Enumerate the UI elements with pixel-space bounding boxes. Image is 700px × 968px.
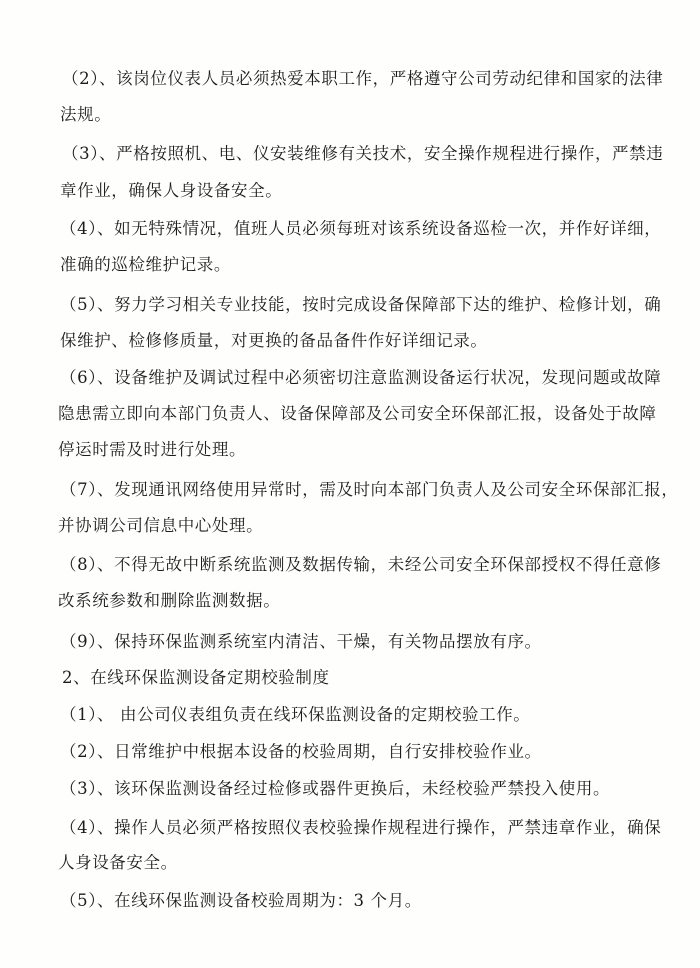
item-7-line-1: （7）、发现通讯网络使用异常时，需及时向本部门负责人及公司安全环保部汇报，: [60, 480, 679, 499]
item-8-line-2: 改系统参数和删除监测数据。: [58, 591, 281, 610]
item-4-line-2: 准确的巡检维护记录。: [60, 255, 231, 274]
s2-item-4-line-2: 人身设备安全。: [58, 853, 178, 872]
item-4-line-1: （4）、如无特殊情况，值班人员必须每班对该系统设备巡检一次，并作好详细，: [60, 219, 662, 238]
item-6-line-3: 停运时需及时进行处理。: [58, 440, 247, 459]
s2-item-3-line-1: （3）、该环保监测设备经过检修或器件更换后，未经校验严禁投入使用。: [60, 779, 611, 798]
item-8-line-1: （8）、不得无故中断系统监测及数据传输，未经公司安全环保部授权不得任意修: [60, 555, 662, 574]
s2-item-2-line-1: （2）、日常维护中根据本设备的校验周期，自行安排校验作业。: [60, 742, 542, 761]
item-7-line-2: 并协调公司信息中心处理。: [58, 516, 264, 535]
section-2-heading: 2、在线环保监测设备定期校验制度: [62, 668, 330, 687]
item-9-line-1: （9）、保持环保监测系统室内清洁、干燥，有关物品摆放有序。: [60, 632, 542, 651]
item-6-line-2: 隐患需立即向本部门负责人、设备保障部及公司安全环保部汇报，设备处于故障: [58, 404, 657, 423]
item-2-line-1: （2）、该岗位仪表人员必须热爱本职工作，严格遵守公司劳动纪律和国家的法律: [62, 69, 664, 88]
item-5-line-2: 保维护、检修修质量，对更换的备品备件作好详细记录。: [60, 331, 488, 350]
s2-item-1-line-1: （1）、 由公司仪表组负责在线环保监测设备的定期校验工作。: [60, 705, 531, 724]
item-3-line-1: （3）、严格按照机、电、仪安装维修有关技术，安全操作规程进行操作，严禁违: [62, 144, 664, 163]
item-5-line-1: （5）、努力学习相关专业技能，按时完成设备保障部下达的维护、检修计划，确: [60, 295, 662, 314]
item-6-line-1: （6）、设备维护及调试过程中必须密切注意监测设备运行状况，发现问题或故障: [60, 368, 662, 387]
s2-item-4-line-1: （4）、操作人员必须严格按照仪表校验操作规程进行操作，严禁违章作业，确保: [60, 818, 662, 837]
item-2-line-2: 法规。: [60, 105, 112, 124]
s2-item-5-line-1: （5）、在线环保监测设备校验周期为：3 个月。: [60, 891, 422, 910]
item-3-line-2: 章作业，确保人身设备安全。: [60, 181, 283, 200]
